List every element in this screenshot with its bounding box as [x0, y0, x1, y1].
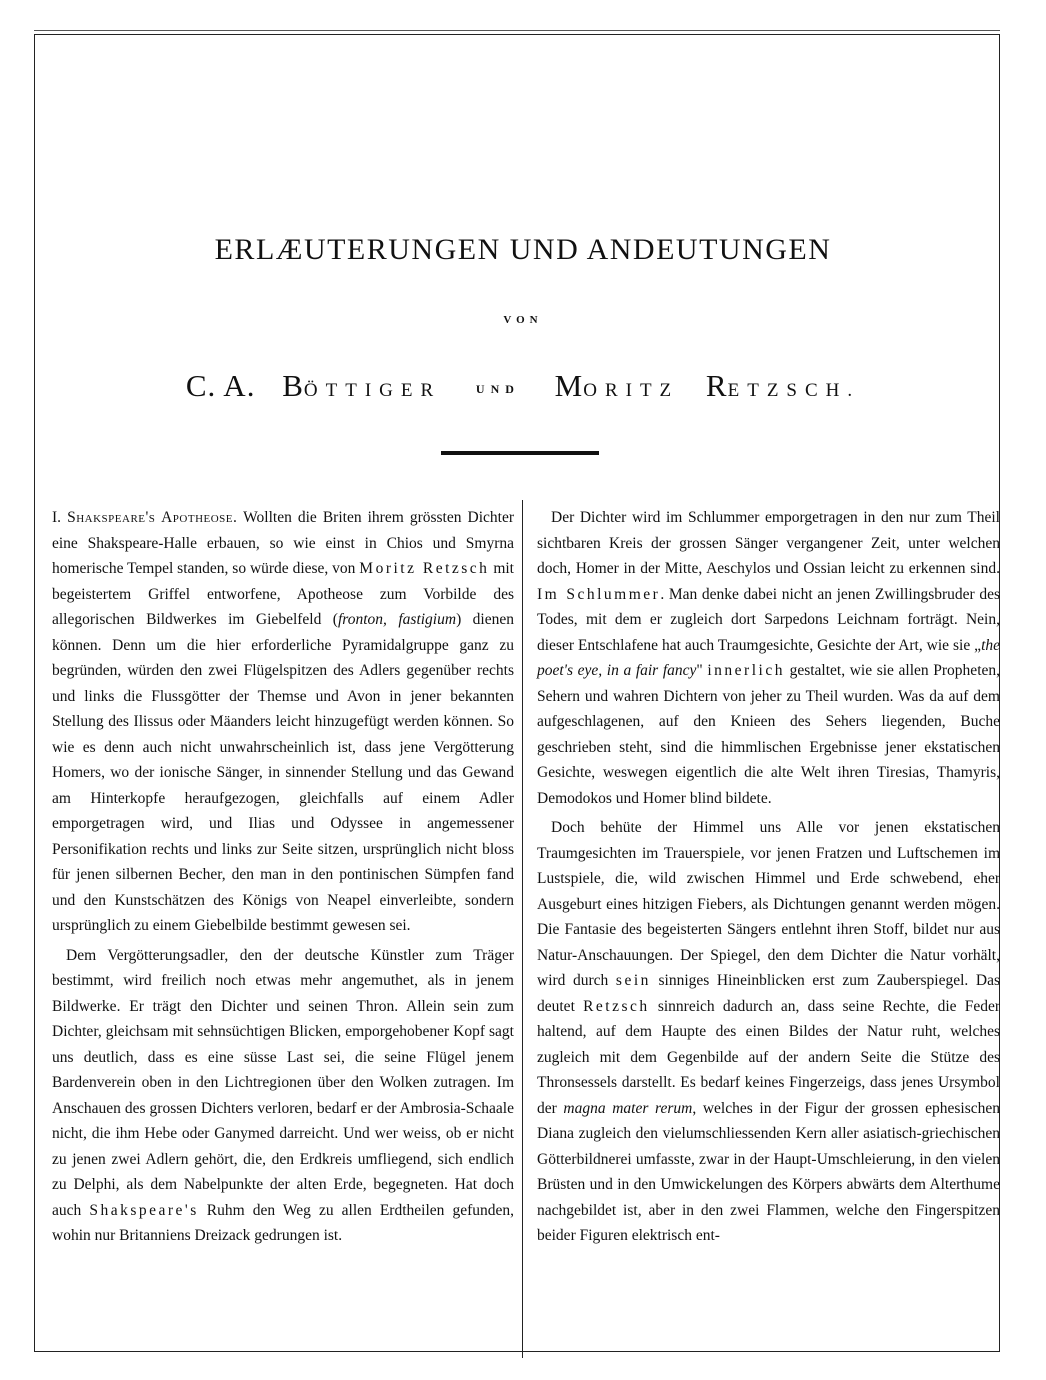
von-line: VON [503, 314, 543, 326]
text-run: gestaltet, wie sie allen Propheten, Sehern und wahren Dichtern von jeher zu Theil wurden. Was da auf dem aufgeschlagenen, auf den Knieen des Sehers liegenden, Buche geschrieben steht, sind die himmlischen Ergebnisse jener ekstatischen Gesichte, weswegen eigentlich die alte Welt ihren Tiresias, Thamyris, Demodokos und Homer blind bildete. [537, 662, 1000, 807]
spaced-word: sein [615, 972, 651, 989]
text-run: ) dienen können. Denn um die hier erforderliche Pyramidalgruppe ganz zu begründen, würden den zwei Flügelspitzen des Adlers gegenüber rechts und links die Flussgötter der Themse und Avon in jener bekannten Stellung des Ilissus oder Mäanders leicht hinzugefügt werden können. So wie es denn auch nicht unwahrscheinlich ist, dass jene Vergötterung Homers, wo der ionische Sänger, in sinnender Stellung und das Gewand am Hinterkopfe heraufgezogen, gleichfalls auf einem Adler emporgetragen wird, und Ilias und Odyssee in angemessener Personifikation rechts und links zur Seite sitzen, ursprünglich nicht bloss für jenen silbernen Becher, den man in den pontinischen Sümpfen fand und den Kunstschätzen des Königs von Neapel einverleibte, sondern ursprünglich zu einem Giebelbilde bestimmt gewesen sei. [52, 611, 514, 934]
author1-initials: C. A. [185, 368, 256, 403]
text-run: sinniges Hineinblicken erst zum Zauberspiegel. Das deutet [537, 972, 1000, 1015]
paragraph [52, 943, 514, 1249]
text-run: Der Dichter wird im Schlummer emporgetragen in den nur zum Theil sichtbaren Kreis der grossen Sänger vergangener Zeit, unter welchen doch, Homer in der Mitte, Aeschylos und Ossian leicht zu erkennen sind. [537, 509, 1000, 577]
page-title: ERLÆUTERUNGEN UND ANDEUTUNGEN [214, 233, 832, 266]
paragraph [537, 815, 1000, 1249]
text-run: Wollten die Briten ihrem grössten Dichter eine Shakspeare-Halle erbauen, so wie einst in Chios und Smyrna homerische Tempel standen, so würde diese, von [52, 509, 514, 577]
spaced-name: Shakspeare's [89, 1201, 199, 1219]
text-run: sinnreich dadurch an, dass seine Rechte, die Feder haltend, auf dem Haupte des einen Bildes der Natur ruht, welches zugleich mit dem Gegenbilde auf der andern Seite die Stütze des Thronsessels darstellt. Es bedarf keines Fingerzeigs, dass jenes Ursymbol der [537, 997, 1001, 1117]
spaced-name: Moritz Retzsch [359, 560, 490, 577]
author1-name: BÖTTIGER [282, 368, 442, 403]
paragraph [52, 505, 514, 939]
right-column [537, 505, 1000, 1253]
author2-name: MORITZ [554, 368, 680, 403]
spaced-word: innerlich [707, 662, 785, 679]
text-run: Doch behüte der Himmel uns Alle vor jenen ekstatischen Traumgesichten im Trauerspiele, vor jenen Fratzen und Luftschemen im Lustspiele, die, wild zwischen Himmel und Erde schwebend, eher Ausgeburt eines hitzigen Fiebers, als Dichtungen genannt werden mögen. Die Fantasie des begeisterten Sängers entlehnt ihren Stoff, bildet nur aus Natur-Anschauungen. Der Spiegel, den dem Dichter die Natur vorhält, wird durch [537, 819, 1000, 989]
text-run: Dem Vergötterungsadler, den der deutsche Künstler zum Träger bestimmt, wird freilich noch etwas mehr angemuthet, als in jenem Bildwerke. Er trägt den Dichter und seinen Thron. Allein sein zum Dichter, gleichsam mit sehnsüchtigen Blicken, emporgehobener Kopf sagt uns deutlich, dass es eine süsse Last sei, die seine Flügel jenem Bardenverein oben in den Lichtregionen über den Wolken zutragen. Im Anschauen des grossen Dichters verloren, bedarf er der Ambrosia-Schaale nicht, die ihm Hebe oder Ganymed darreicht. Und wer weiss, ob er nicht zu jenen zwei Adlern gehört, die, den Erdkreis umfliegend, sich endlich zu Delphi, als dem Nabelpunkte der alten Erde, begegneten. Hat doch auch [52, 946, 514, 1219]
italic-term: fronton, fastigium [337, 611, 457, 628]
author2-surname: RETZSCH. [705, 368, 861, 403]
und-word: UND [475, 382, 520, 396]
top-rule [34, 30, 1000, 31]
spaced-name: Retzsch [583, 997, 650, 1015]
spaced-phrase: Im Schlummer [537, 585, 661, 603]
text-run: mit begeistertem Griffel entworfene, Apotheose zum Vorbilde des allegorischen Bildwerkes im Giebelfeld ( [52, 560, 514, 628]
text-run: " [696, 662, 708, 679]
text-run: . Man denke dabei nicht an jenen Zwillingsbruder des Todes, mit dem er zugleich dort Sarpedons Leichnam forträgt. Nein, dieser Entschlafene hat auch Traumgesichte, Gesichte der Art, wie sie „ [537, 585, 1000, 654]
section-number: I. [52, 509, 62, 526]
left-column [52, 505, 514, 1253]
author-line [0, 368, 1046, 404]
italic-term: magna mater rerum [563, 1099, 693, 1117]
decorative-rule [441, 451, 599, 455]
text-run: Ruhm den Weg zu allen Erdtheilen gefunden, wohin nur Britanniens Dreizack gedrungen ist. [52, 1201, 515, 1244]
italic-quote: the poet's eye, in a fair fancy [537, 636, 1000, 679]
paragraph [537, 505, 1000, 811]
text-run: , welches in der Figur der grossen ephesischen Diana zugleich den vielumschliessenden Kern aller asiatisch-griechischen Götterbildnerei umfasste, zwar in der Haupt-Umschleierung, in den vielen Brüsten und in den Umwickelungen des Körpers abwärts dem Alterthume nachgebildet ist, aber in den zwei Flammen, welche den Fingerspitzen beider Figuren elektrisch ent- [537, 1099, 1000, 1244]
section-title: Shakspeare's Apotheose. [67, 509, 238, 526]
column-divider [522, 500, 523, 1358]
